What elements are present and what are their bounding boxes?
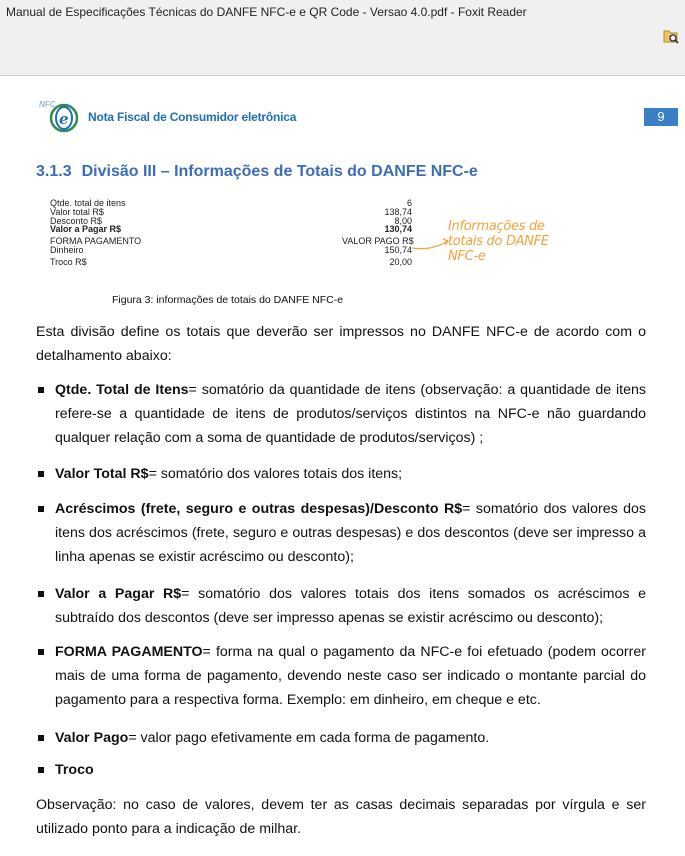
payment-label: Dinheiro xyxy=(50,244,84,255)
header-title: Nota Fiscal de Consumidor eletrônica xyxy=(88,110,297,124)
payment-row xyxy=(50,246,412,255)
annotation-line: Informações de xyxy=(448,219,545,234)
bullet-term: Qtde. Total de Itens xyxy=(55,382,189,398)
receipt-value: 138,74 xyxy=(384,206,412,217)
figure-receipt xyxy=(50,199,412,267)
section-heading xyxy=(36,163,478,181)
page-number-badge: 9 xyxy=(644,108,678,126)
svg-text:e: e xyxy=(59,110,69,128)
window-title: Manual de Especificações Técnicas do DANFE NFC-e e QR Code - Versao 4.0.pdf - Foxit Reader xyxy=(6,5,527,19)
folder-search-icon[interactable] xyxy=(663,28,679,44)
bullet-item xyxy=(36,497,646,569)
bullet-text: = somatório dos valores totais dos itens; xyxy=(148,466,403,482)
receipt-label: Qtde. total de itens xyxy=(50,198,126,208)
change-row xyxy=(50,258,412,267)
bullet-text: = somatório dos valores totais dos itens somados os acréscimos e subtraído dos descontos (deve ser impresso apenas se existir acréscimo ou desconto); xyxy=(55,586,646,626)
toolbar xyxy=(0,24,685,76)
bullet-square-icon xyxy=(38,591,44,597)
payment-value: 150,74 xyxy=(384,244,412,255)
payment-header xyxy=(50,237,412,246)
bullet-term: Valor Pago xyxy=(55,730,129,746)
logo-text: NFC xyxy=(39,100,56,109)
payment-header-left: FORMA PAGAMENTO xyxy=(50,236,142,247)
bullet-text: = valor pago efetivamente em cada forma de pagamento. xyxy=(128,730,490,746)
bullet-text: = forma na qual o pagamento da NFC-e foi efetuado (podem ocorrer mais de uma forma de pagamento, devendo neste caso ser indicado o montante parcial do pagamento para a respectiva forma. Exemplo: em dinheiro, em cheque e etc. xyxy=(55,644,646,708)
annotation-arrow-icon xyxy=(410,236,452,256)
change-label: Troco R$ xyxy=(50,256,87,267)
annotation-line: NFC-e xyxy=(448,249,486,264)
section-number: 3.1.3 xyxy=(36,163,72,180)
nfce-logo xyxy=(38,98,84,134)
receipt-label: Valor total R$ xyxy=(50,206,104,217)
payment-header-right: VALOR PAGO R$ xyxy=(342,236,414,247)
bullet-item xyxy=(36,582,646,630)
bullet-item xyxy=(36,758,646,782)
bullet-square-icon xyxy=(38,649,44,655)
bullet-item xyxy=(36,462,646,486)
receipt-value: 130,74 xyxy=(384,224,412,235)
bullet-text: = somatório da quantidade de itens (observação: a quantidade de itens refere-se a quantidade de itens de produtos/serviços distintos na NFC-e não guardando qualquer relação com a soma de quantidade de produtos/serviços) ; xyxy=(55,382,646,446)
receipt-value: 8,00 xyxy=(394,215,412,226)
receipt-row xyxy=(50,208,412,217)
bullet-item xyxy=(36,640,646,712)
bullet-term: Valor a Pagar R$ xyxy=(55,586,182,602)
figure-caption: Figura 3: informações de totais do DANFE NFC-e xyxy=(112,294,344,306)
bullet-term: Acréscimos (frete, seguro e outras despesas)/Desconto R$ xyxy=(55,501,463,517)
bullet-square-icon xyxy=(38,735,44,741)
receipt-value: 6 xyxy=(406,198,412,208)
intro-paragraph: Esta divisão define os totais que deverão ser impressos no DANFE NFC-e de acordo com o detalhamento abaixo: xyxy=(36,324,646,364)
figure-annotation xyxy=(448,219,568,264)
bullet-item xyxy=(36,378,646,450)
observation-paragraph: Observação: no caso de valores, devem ter as casas decimais separadas por vírgula e ser utilizado ponto para a indicação de milhar. xyxy=(36,797,646,837)
bullet-term: Valor Total R$ xyxy=(55,466,149,482)
bullet-item xyxy=(36,726,646,750)
receipt-label: Valor a Pagar R$ xyxy=(50,224,122,235)
bullet-square-icon xyxy=(38,767,44,773)
bullet-square-icon xyxy=(38,471,44,477)
bullet-term: Troco xyxy=(55,762,94,778)
change-value: 20,00 xyxy=(389,256,412,267)
title-bar xyxy=(0,0,685,24)
section-title: Divisão III – Informações de Totais do DANFE NFC-e xyxy=(81,163,478,180)
bullet-square-icon xyxy=(38,387,44,393)
annotation-line: totais do DANFE xyxy=(448,234,549,249)
receipt-label: Desconto R$ xyxy=(50,215,103,226)
receipt-row xyxy=(50,225,412,234)
bullet-term: FORMA PAGAMENTO xyxy=(55,644,203,660)
bullet-square-icon xyxy=(38,506,44,512)
bullet-text: = somatório dos valores dos itens dos acréscimos (frete, seguro e outras despesas) e dos descontos (deve ser impresso a linha apenas se existir acréscimo ou desconto); xyxy=(55,501,646,565)
receipt-row xyxy=(50,199,412,208)
